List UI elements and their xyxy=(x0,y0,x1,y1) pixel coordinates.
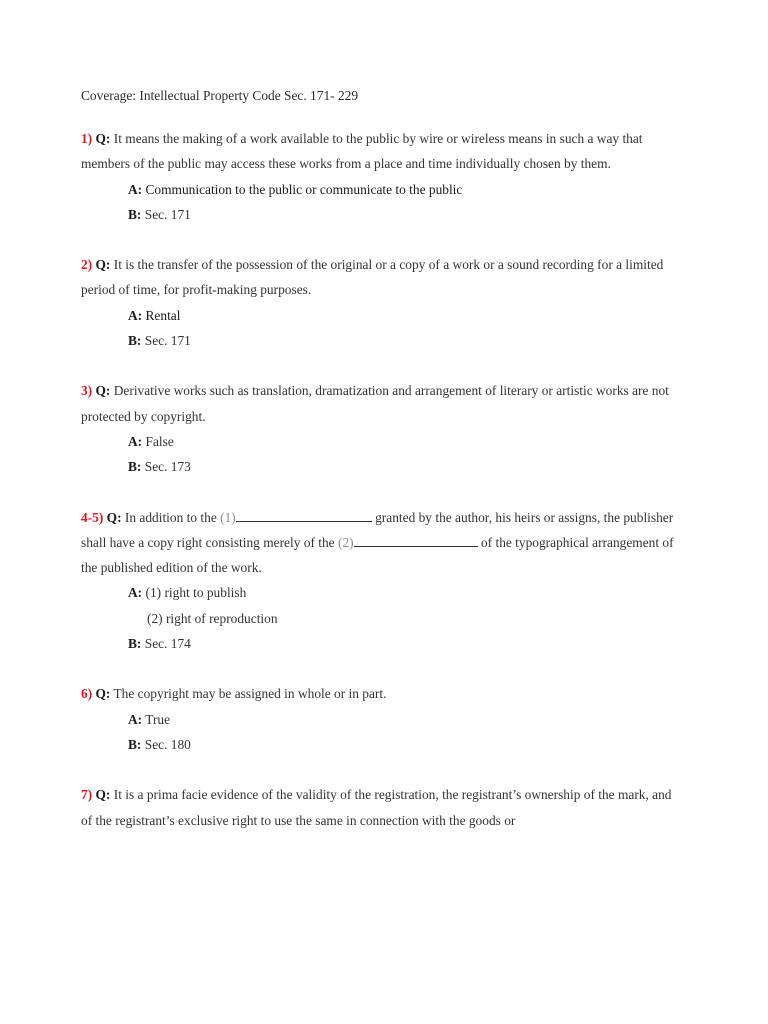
basis-1 xyxy=(81,202,681,227)
answer-4 xyxy=(81,580,681,605)
item-number: 6) xyxy=(81,686,93,702)
question-6 xyxy=(81,681,681,706)
question-label: Q: xyxy=(95,383,111,399)
question-text-part-3: of the typographical arrangement of the published edition of the work. xyxy=(81,534,674,576)
answer-label: A: xyxy=(128,711,143,727)
answer-label: A: xyxy=(128,307,143,323)
answer-1 xyxy=(81,177,681,202)
qa-item-4-5 xyxy=(81,505,681,657)
coverage-line: Coverage: Intellectual Property Code Sec. 171- 229 xyxy=(81,88,359,103)
basis-label: B: xyxy=(128,736,142,752)
question-text: The copyright may be assigned in whole or in part. xyxy=(113,686,387,702)
qa-item-2 xyxy=(81,252,681,353)
basis-text: Sec. 171 xyxy=(144,333,191,349)
basis-label: B: xyxy=(128,206,142,222)
question-label: Q: xyxy=(95,131,111,146)
question-text: It means the making of a work available to the public by wire or wireless means in such a way that members of the public may access these works from a place and time individually chosen by them. xyxy=(81,131,643,172)
question-label: Q: xyxy=(95,257,111,273)
answer-text-1: (1) right to publish xyxy=(145,585,247,601)
item-number: 4-5) xyxy=(81,509,104,525)
basis-text: Sec. 173 xyxy=(144,459,191,475)
question-text: It is a prima facie evidence of the validity of the registration, the registrant’s ownership of the mark, and of the registrant’s exclusive right to use the same in connection with the goods or xyxy=(81,787,672,828)
item-number: 7) xyxy=(81,787,93,803)
question-1 xyxy=(81,126,681,177)
basis-text: Sec. 171 xyxy=(144,206,191,222)
item-number: 3) xyxy=(81,383,93,399)
basis-label: B: xyxy=(128,636,142,652)
basis-text: Sec. 174 xyxy=(144,636,191,652)
qa-item-3 xyxy=(81,378,681,479)
basis-2 xyxy=(81,328,681,353)
qa-item-7 xyxy=(81,782,681,833)
answer-label: A: xyxy=(128,433,143,449)
question-7 xyxy=(81,782,681,833)
question-text: It is the transfer of the possession of the original or a copy of a work or a sound recording for a limited period of time, for profit-making purposes. xyxy=(81,257,664,298)
basis-label: B: xyxy=(128,459,142,475)
document-page xyxy=(81,86,681,858)
answer-text: Communication to the public or communicate to the public xyxy=(145,181,463,197)
answer-text: True xyxy=(145,711,171,727)
answer-text: Rental xyxy=(145,307,181,323)
question-label: Q: xyxy=(95,686,111,702)
fill-blank-2 xyxy=(354,535,478,547)
answer-2 xyxy=(81,303,681,328)
basis-6 xyxy=(81,732,681,757)
qa-item-6 xyxy=(81,681,681,757)
basis-3 xyxy=(81,454,681,479)
question-2 xyxy=(81,252,681,303)
blank-hint-1: (1) xyxy=(220,509,236,525)
question-4-5 xyxy=(81,505,681,581)
answer-6 xyxy=(81,707,681,732)
blank-hint-2: (2) xyxy=(337,534,354,550)
basis-text: Sec. 180 xyxy=(144,736,191,752)
question-label: Q: xyxy=(106,509,122,525)
question-text: Derivative works such as translation, dramatization and arrangement of literary or artistic works are not protected by copyright. xyxy=(81,383,669,424)
question-text-part-2: granted by the author, his heirs or assigns, the publisher shall have a copy right consisting merely of the xyxy=(81,509,674,550)
item-number: 2) xyxy=(81,257,93,273)
qa-item-1 xyxy=(81,126,681,227)
fill-blank-1 xyxy=(236,510,372,522)
basis-label: B: xyxy=(128,333,142,349)
answer-text-2: (2) right of reproduction xyxy=(147,610,278,626)
item-number: 1) xyxy=(81,131,93,146)
question-text-part-1: In addition to the xyxy=(124,509,217,525)
answer-5 xyxy=(81,606,681,631)
answer-text: False xyxy=(145,433,174,449)
answer-label: A: xyxy=(128,585,143,601)
answer-label: A: xyxy=(128,181,143,197)
question-3 xyxy=(81,378,681,429)
basis-4-5 xyxy=(81,631,681,656)
question-label: Q: xyxy=(95,787,111,803)
answer-3 xyxy=(81,429,681,454)
